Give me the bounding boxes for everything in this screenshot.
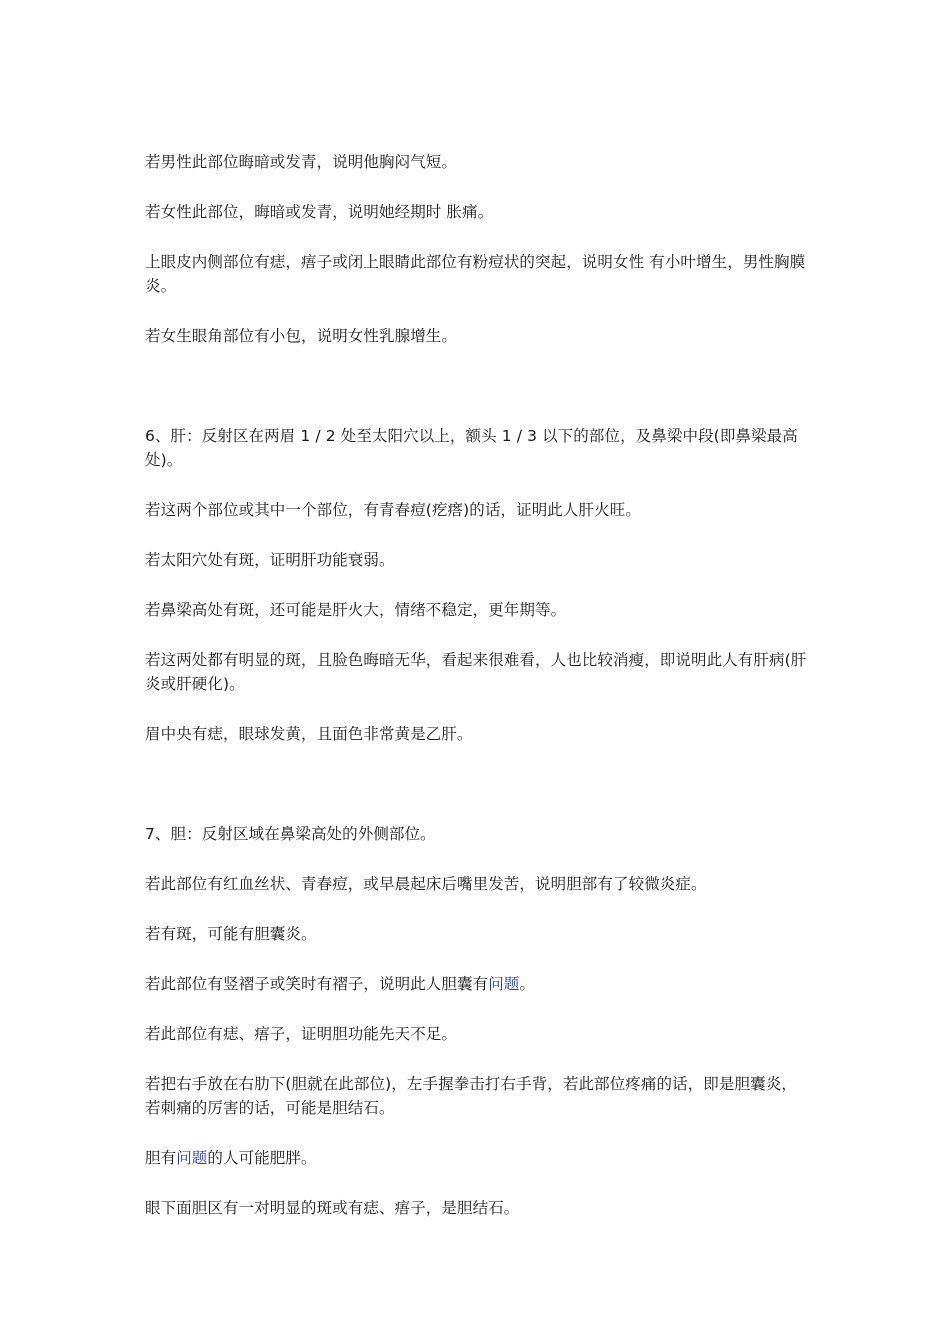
paragraph-text: 眉中央有痣，眼球发黄，且面色非常黄是乙肝。 <box>145 725 473 743</box>
paragraph-text: 若女性此部位，晦暗或发青，说明她经期时 胀痛。 <box>145 203 494 221</box>
paragraph-gallbladder-test <box>145 1072 807 1120</box>
paragraph-text: 。 <box>519 975 536 993</box>
paragraph-gallbladder-moles <box>145 1022 807 1046</box>
paragraph-upper-eyelid <box>145 250 807 298</box>
paragraph-gallbladder-obesity <box>145 1146 807 1170</box>
paragraph-eye-corner <box>145 324 807 348</box>
paragraph-male-chest <box>145 150 807 174</box>
paragraph-text: 的人可能肥胖。 <box>207 1149 317 1167</box>
paragraph-liver-temple <box>145 548 807 572</box>
paragraph-text: 7、胆：反射区域在鼻梁高处的外侧部位。 <box>145 825 436 843</box>
paragraph-hepatitis-b <box>145 722 807 746</box>
paragraph-text: 若把右手放在右肋下(胆就在此部位)，左手握拳击打右手背，若此部位疼痛的话，即是胆囊炎，若刺痛的厉害的话，可能是胆结石。 <box>145 1075 797 1117</box>
paragraph-text: 若太阳穴处有斑，证明肝功能衰弱。 <box>145 551 395 569</box>
paragraph-text: 若女生眼角部位有小包，说明女性乳腺增生。 <box>145 327 458 345</box>
paragraph-female-period <box>145 200 807 224</box>
paragraph-text: 上眼皮内侧部位有痣，痦子或闭上眼睛此部位有粉痘状的突起，说明女性 有小叶增生，男性胸膜炎。 <box>145 253 806 295</box>
paragraph-liver-acne <box>145 498 807 522</box>
paragraph-text: 胆有 <box>145 1149 177 1167</box>
paragraph-gallbladder-inflammation <box>145 872 807 896</box>
paragraph-gallbladder-spots <box>145 922 807 946</box>
paragraph-text: 若这两处都有明显的斑，且脸色晦暗无华，看起来很难看，人也比较消瘦，即说明此人有肝病(肝炎或肝硬化)。 <box>145 651 807 693</box>
paragraph-liver-disease <box>145 648 807 696</box>
paragraph-text: 若鼻梁高处有斑，还可能是肝火大，情绪不稳定，更年期等。 <box>145 601 567 619</box>
paragraph-text: 6、肝：反射区在两眉 1 / 2 处至太阳穴以上，额头 1 / 3 以下的部位，及鼻梁中段(即鼻梁最高处)。 <box>145 427 798 469</box>
problem-link[interactable]: 问题 <box>488 975 520 993</box>
paragraph-text: 若此部位有痣、痦子，证明胆功能先天不足。 <box>145 1025 458 1043</box>
paragraph-text: 若男性此部位晦暗或发青，说明他胸闷气短。 <box>145 153 458 171</box>
paragraph-gallbladder-wrinkles <box>145 972 807 996</box>
paragraph-text: 若有斑，可能有胆囊炎。 <box>145 925 317 943</box>
paragraph-text: 若此部位有红血丝状、青春痘，或早晨起床后嘴里发苦，说明胆部有了较微炎症。 <box>145 875 707 893</box>
paragraph-text: 若此部位有竖褶子或笑时有褶子，说明此人胆囊有 <box>145 975 489 993</box>
paragraph-gallstones <box>145 1196 807 1220</box>
paragraph-text: 眼下面胆区有一对明显的斑或有痣、痦子，是胆结石。 <box>145 1199 520 1217</box>
problem-link[interactable]: 问题 <box>176 1149 208 1167</box>
paragraph-liver-nose-bridge <box>145 598 807 622</box>
section-heading-liver <box>145 424 807 472</box>
paragraph-text: 若这两个部位或其中一个部位，有青春痘(疙瘩)的话，证明此人肝火旺。 <box>145 501 641 519</box>
section-heading-gallbladder <box>145 822 807 846</box>
